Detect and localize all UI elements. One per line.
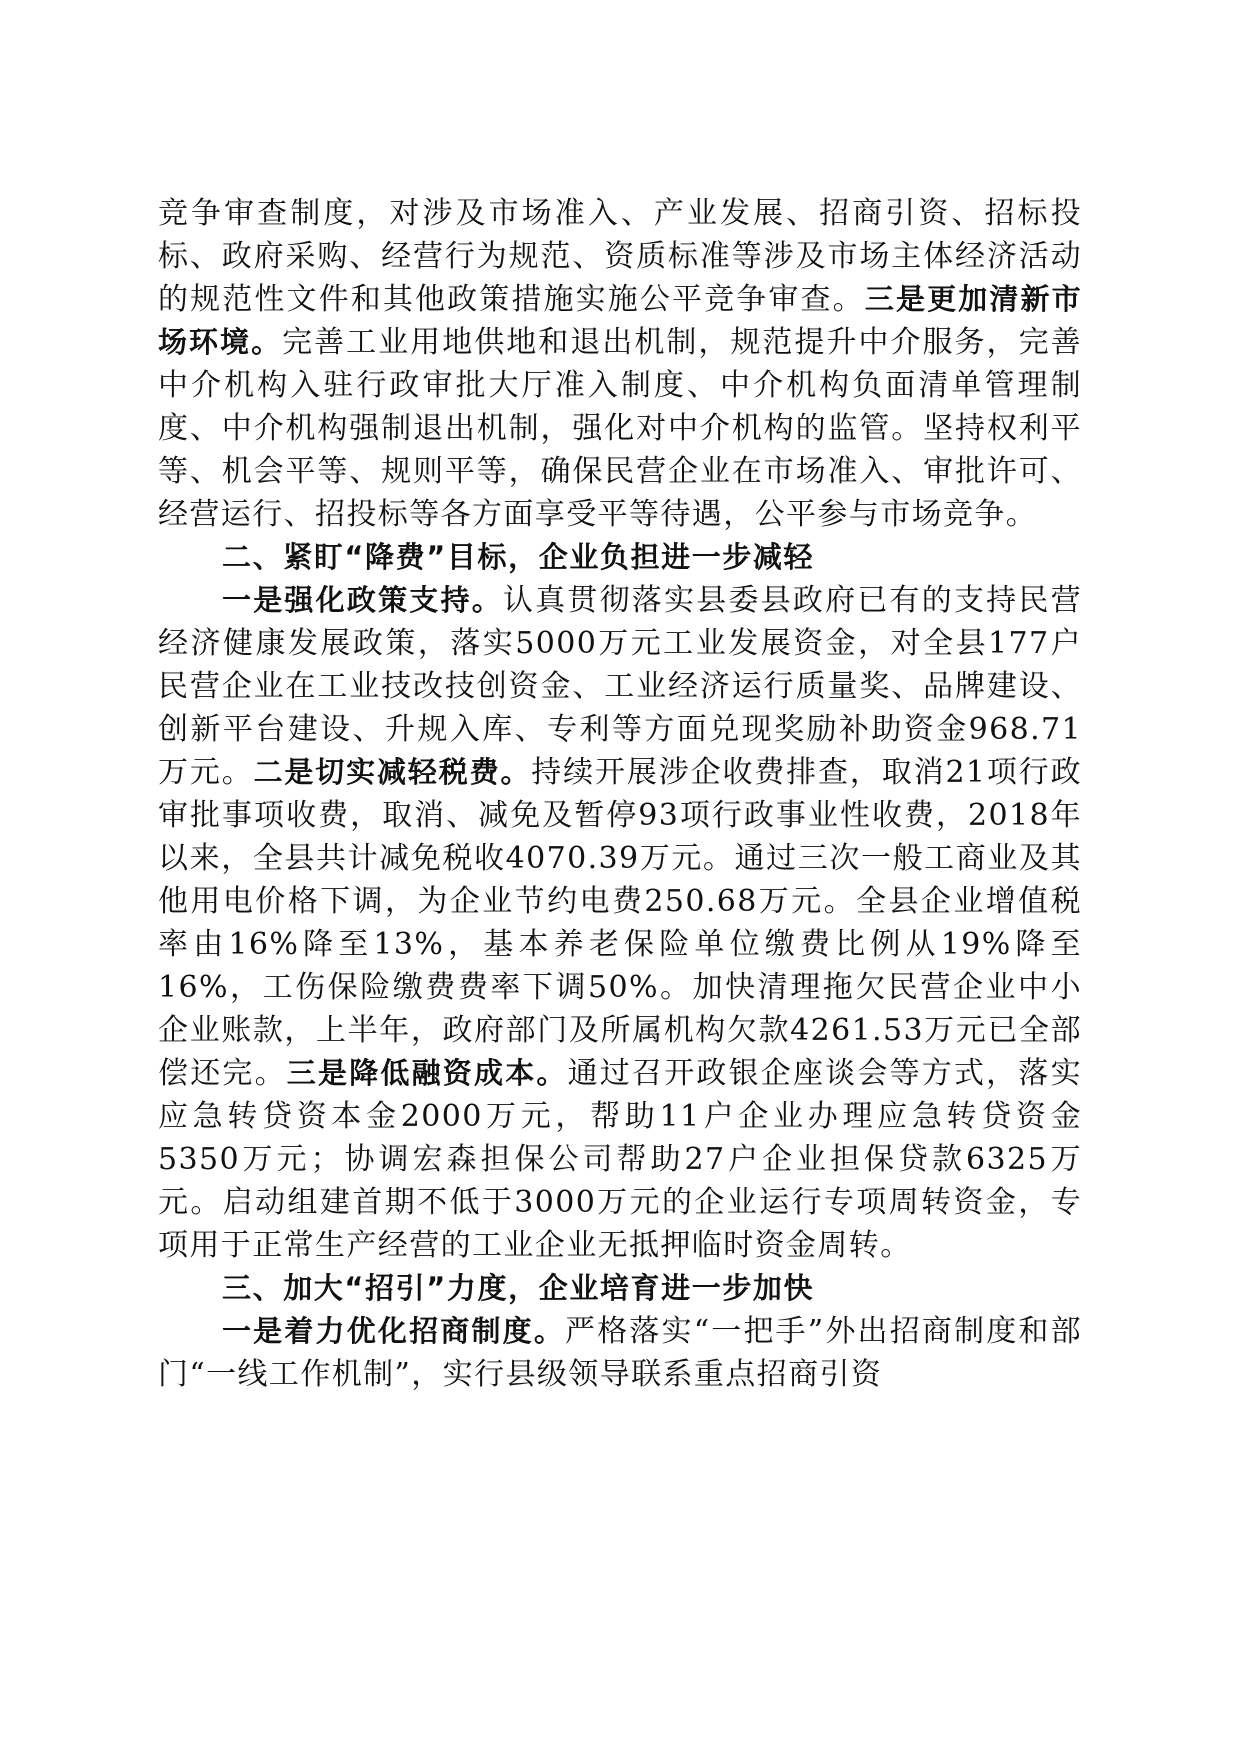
document-page bbox=[158, 192, 1082, 1396]
bold-lead-phrase: 二是切实减轻税费。 bbox=[253, 755, 532, 789]
paragraph-text: 完善工业用地供地和退出机制，规范提升中介服务，完善中介机构入驻行政审批大厅准入制度、中介机构负面清单管理制度、中介机构强制退出机制，强化对中介机构的监管。坚持权利平等、机会平等、规则平等，确保民营企业在市场准入、审批许可、经营运行、招投标等各方面享受平等待遇，公平参与市场竞争。 bbox=[158, 325, 1082, 532]
paragraph-text: 竞争审查制度，对涉及市场准入、产业发展、招商引资、招标投标、政府采购、经营行为规范、资质标准等涉及市场主体经济活动的规范性文件和其他政策措施实施公平竞争审查。 bbox=[158, 196, 1082, 317]
bold-lead-phrase: 三是更加清新市场环境。 bbox=[158, 282, 1082, 359]
paragraph-investment bbox=[158, 1310, 1082, 1396]
paragraph-text: 严格落实“一把手”外出招商制度和部门“一线工作机制”，实行县级领导联系重点招商引资 bbox=[158, 1314, 1082, 1392]
section-heading-fee-reduction: 二、紧盯“降费”目标，企业负担进一步减轻 bbox=[222, 540, 815, 574]
bold-lead-phrase: 一是强化政策支持。 bbox=[222, 583, 503, 617]
bold-lead-phrase: 三是降低融资成本。 bbox=[286, 1056, 568, 1090]
paragraph-fee-reduction bbox=[158, 579, 1082, 1267]
paragraph-text: 持续开展涉企收费排查，取消21项行政审批事项收费，取消、减免及暂停93项行政事业性收费，2018年以来，全县共计减免税收4070.39万元。通过三次一般工商业及其他用电价格下调，为企业节约电费250.68万元。全县企业增值税率由16%降至13%，基本养老保险单位缴费比例从19%降至16%，工伤保险缴费费率下调50%。加快清理拖欠民营企业中小企业账款，上半年，政府部门及所属机构欠款4261.53万元已全部偿还完。 bbox=[158, 755, 1082, 1091]
paragraph-market-review bbox=[158, 192, 1082, 536]
paragraph-text: 认真贯彻落实县委县政府已有的支持民营经济健康发展政策，落实5000万元工业发展资金，对全县177户民营企业在工业技改技创资金、工业经济运行质量奖、品牌建设、创新平台建设、升规入库、专利等方面兑现奖励补助资金968.71万元。 bbox=[158, 583, 1082, 790]
paragraph-text: 通过召开政银企座谈会等方式，落实应急转贷资本金2000万元，帮助11户企业办理应急转贷资金5350万元；协调宏森担保公司帮助27户企业担保贷款6325万元。启动组建首期不低于3000万元的企业运行专项周转资金，专项用于正常生产经营的工业企业无抵押临时资金周转。 bbox=[158, 1056, 1082, 1263]
section-heading-investment: 三、加大“招引”力度，企业培育进一步加快 bbox=[222, 1271, 815, 1305]
bold-lead-phrase: 一是着力优化招商制度。 bbox=[222, 1314, 566, 1348]
